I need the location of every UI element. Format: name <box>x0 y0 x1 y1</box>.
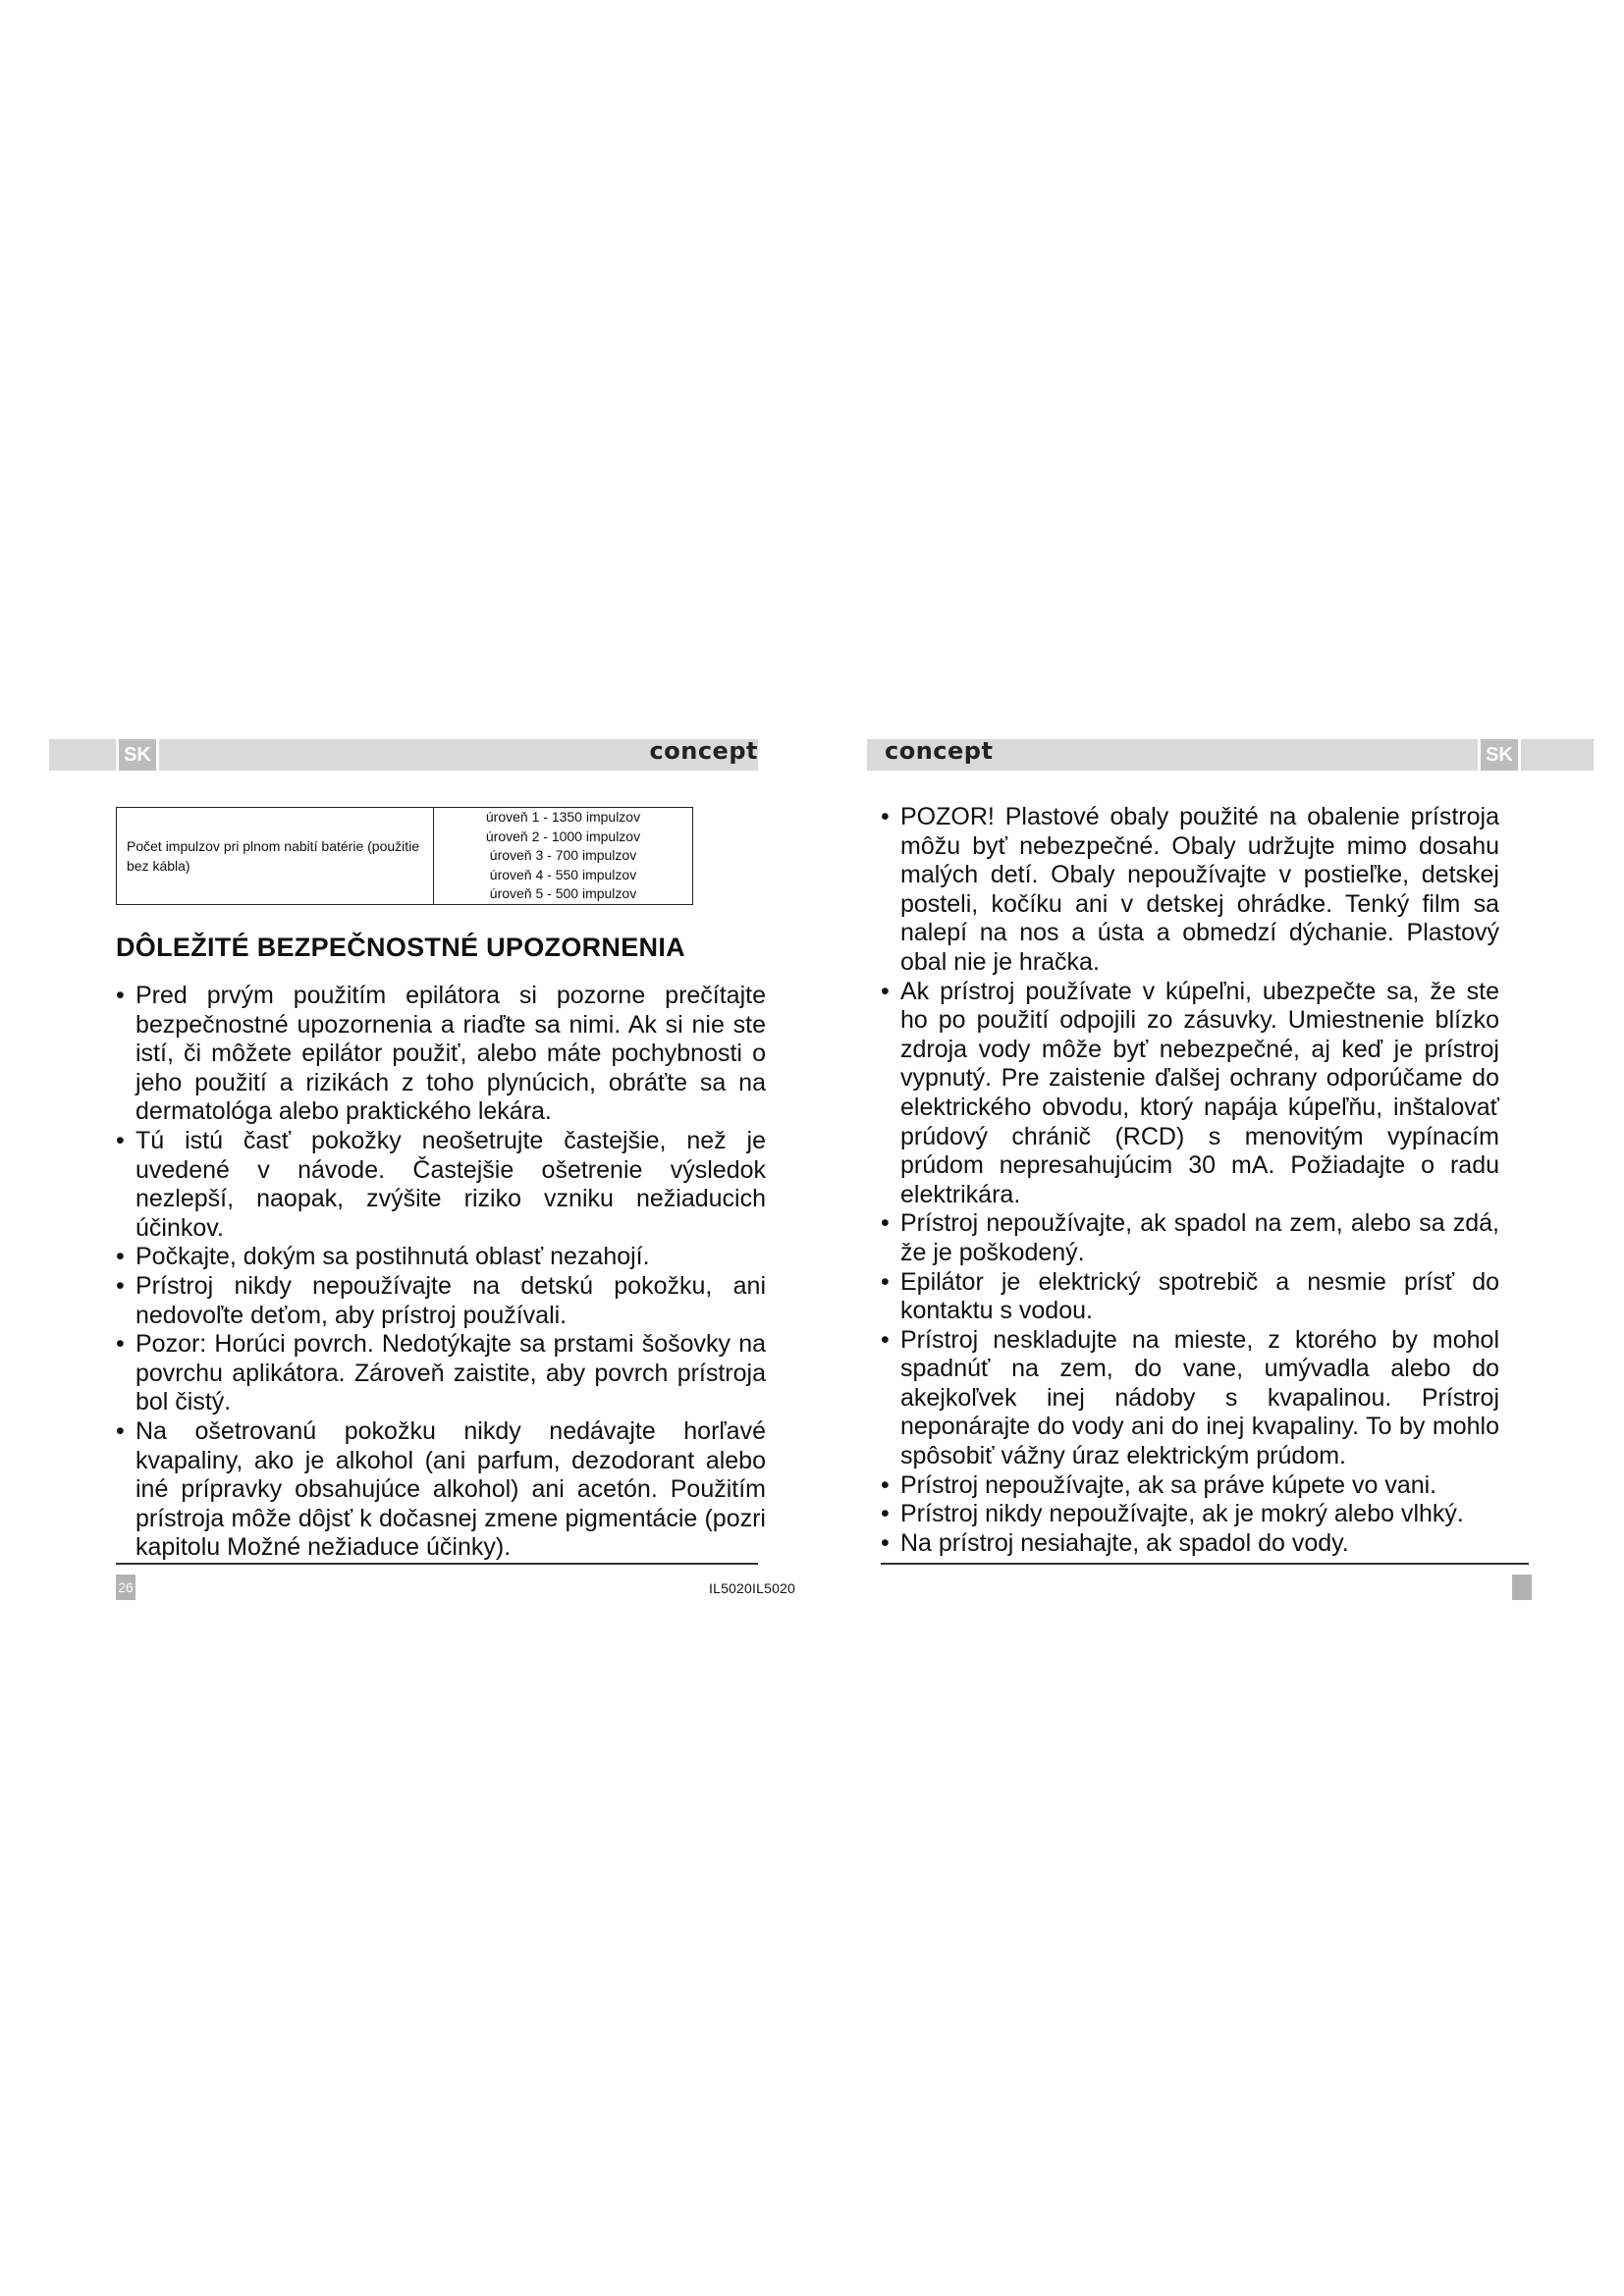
list-item: • Epilátor je elektrický spotrebič a nesmie prísť do kontaktu s vodou. <box>881 1268 1499 1326</box>
table-label-cell: Počet impulzov pri plnom nabití batérie (použitie bez kábla) <box>117 808 434 905</box>
right-column <box>881 803 1499 1558</box>
level-2: úroveň 2 - 1000 impulzov <box>485 828 641 844</box>
level-1: úroveň 1 - 1350 impulzov <box>485 809 641 825</box>
header-bar-left <box>49 739 758 771</box>
footer-divider-left <box>116 1563 758 1565</box>
list-item: • Tú istú časť pokožky neošetrujte častejšie, než je uvedené v návode. Častejšie ošetrenie výsledok nezlepší, naopak, zvýšite riziko vzniku nežiaducich účinkov. <box>116 1127 766 1243</box>
brand-logo-left: concept <box>649 737 758 765</box>
list-item: • Pred prvým použitím epilátora si pozorne prečítajte bezpečnostné upozornenia a riaďte sa nimi. Ak si nie ste istí, či môžete epilátor použiť, alebo máte pochybnosti o jeho použití a rizikách z toho plynúcich, obráťte sa na dermatológa alebo praktického lekára. <box>116 982 766 1127</box>
brand-logo-right: concept <box>885 737 994 765</box>
list-item: • Počkajte, dokým sa postihnutá oblasť nezahojí. <box>116 1243 766 1272</box>
language-badge-left: SK <box>116 739 159 771</box>
language-badge-right: SK <box>1478 739 1521 771</box>
list-item: • Prístroj nikdy nepoužívajte na detskú pokožku, ani nedovoľte deťom, aby prístroj používali. <box>116 1272 766 1330</box>
footer-divider-right <box>881 1563 1529 1565</box>
page-number: 26 <box>116 1575 135 1600</box>
section-title: DÔLEŽITÉ BEZPEČNOSTNÉ UPOZORNENIA <box>116 933 685 962</box>
safety-list-left <box>116 982 766 1563</box>
list-item: • Ak prístroj používate v kúpeľni, ubezpečte sa, že ste ho po použití odpojili zo zásuvky. Umiestnenie blízko zdroja vody môže byť nebezpečné, aj keď je prístroj vypnutý. Pre zaistenie ďalšej ochrany odporúčame do elektrického obvodu, ktorý napája kúpeľňu, inštalovať prúdový chránič (RCD) s menovitým vypínacím prúdom nepresahujúcim 30 mA. Požiadajte o radu elektrikára. <box>881 978 1499 1210</box>
list-item: • POZOR! Plastové obaly použité na obalenie prístroja môžu byť nebezpečné. Obaly udržujte mimo dosahu malých detí. Obaly nepoužívajte v postieľke, detskej posteli, kočíku ani v detskej ohrádke. Tenký film sa nalepí na nos a ústa a obmedzí dýchanie. Plastový obal nie je hračka. <box>881 803 1499 978</box>
level-4: úroveň 4 - 550 impulzov <box>489 866 637 882</box>
model-number: IL5020IL5020 <box>709 1580 796 1596</box>
header-bar-right <box>867 739 1594 771</box>
impulse-spec-table <box>116 807 693 905</box>
left-column <box>116 982 766 1563</box>
list-item: • Prístroj nikdy nepoužívajte, ak je mokrý alebo vlhký. <box>881 1500 1499 1529</box>
table-row <box>117 808 693 905</box>
table-levels-cell <box>434 808 693 905</box>
list-item: • Na ošetrovanú pokožku nikdy nedávajte horľavé kvapaliny, ako je alkohol (ani parfum, dezodorant alebo iné prípravky obsahujúce alkohol) ani acetón. Použitím prístroja môže dôjsť k dočasnej zmene pigmentácie (pozri kapitolu Možné nežiaduce účinky). <box>116 1417 766 1563</box>
list-item: • Pozor: Horúci povrch. Nedotýkajte sa prstami šošovky na povrchu aplikátora. Zároveň zaistite, aby povrch prístroja bol čistý. <box>116 1330 766 1417</box>
list-item: • Prístroj nepoužívajte, ak spadol na zem, alebo sa zdá, že je poškodený. <box>881 1209 1499 1267</box>
page-number-marker-right <box>1512 1575 1532 1600</box>
list-item: • Prístroj nepoužívajte, ak sa práve kúpete vo vani. <box>881 1471 1499 1501</box>
list-item: • Na prístroj nesiahajte, ak spadol do vody. <box>881 1529 1499 1559</box>
level-5: úroveň 5 - 500 impulzov <box>489 885 637 901</box>
level-3: úroveň 3 - 700 impulzov <box>489 847 637 863</box>
safety-list-right <box>881 803 1499 1558</box>
list-item: • Prístroj neskladujte na mieste, z ktorého by mohol spadnúť na zem, do vane, umývadla alebo do akejkoľvek inej nádoby s kvapalinou. Prístroj neponárajte do vody ani do inej kvapaliny. To by mohlo spôsobiť vážny úraz elektrickým prúdom. <box>881 1326 1499 1471</box>
